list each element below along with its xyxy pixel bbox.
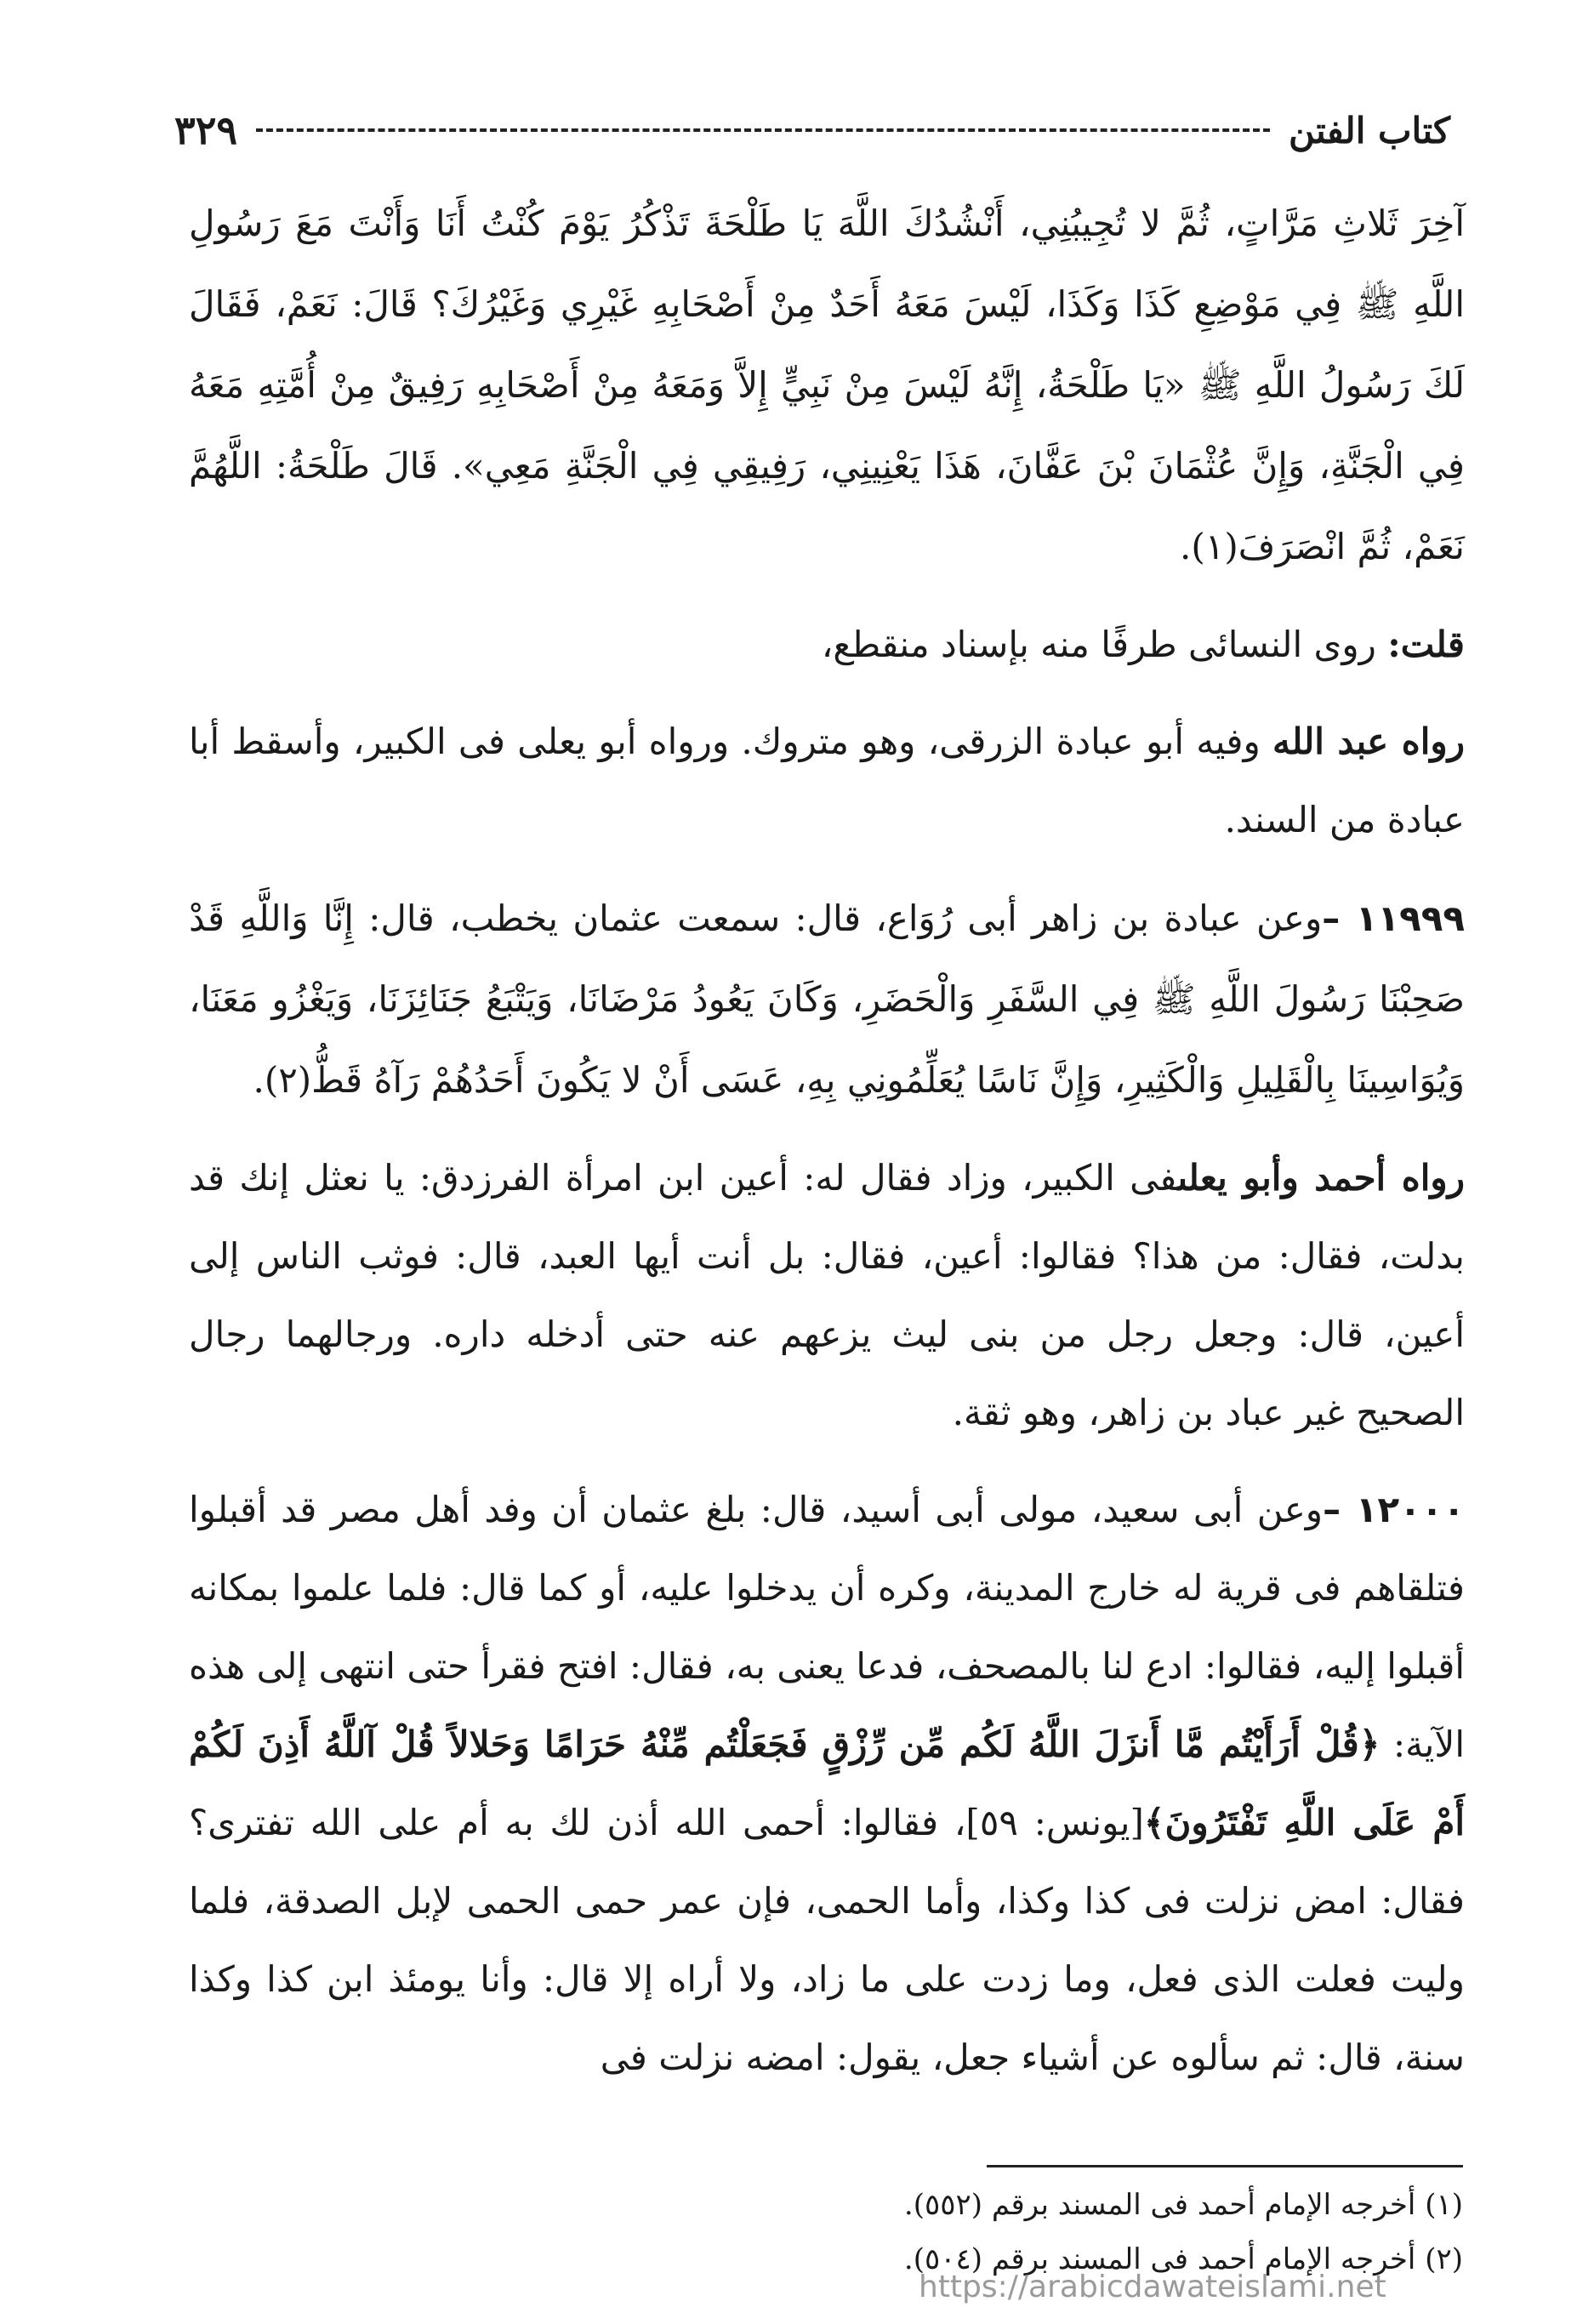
paragraph-5 — [189, 1139, 1465, 1452]
paragraph-3 — [189, 703, 1465, 859]
paragraph-hadith-11999 — [189, 878, 1465, 1120]
paragraph-lead: قلت: — [1387, 624, 1465, 665]
footnote-2: (٢) أخرجه الإمام أحمد فى المسند برقم (٥٠٤). — [903, 2242, 1463, 2276]
paragraph-text: وعن عبادة بن زاهر أبى رُوَاع، قال: سمعت عثمان يخطب، قال: إِنَّا وَاللَّهِ قَدْ صَحِبْنَا رَسُولَ اللَّهِ ﷺ فِي السَّفَرِ وَالْحَضَرِ، وَكَانَ يَعُودُ مَرْضَانَا، وَيَتْبَعُ جَنَائِزَنَا، وَيَغْزُو مَعَنَا، وَيُوَاسِينَا بِالْقَلِيلِ وَالْكَثِيرِ، وَإِنَّ نَاسًا يُعَلِّمُونِي بِهِ، عَسَى أَنْ لا يَكُونَ أَحَدُهُمْ رَآهُ قَطُّ(٢). — [189, 897, 1465, 1101]
hadith-number: ١٢٠٠٠ – — [1323, 1489, 1465, 1530]
header-dashed-rule — [256, 128, 1270, 132]
paragraph-text: وعن أبى سعيد، مولى أبى أسيد، قال: بلغ عثمان أن وفد أهل مصر قد أقبلوا فتلقاهم فى قرية له خارج المدينة، وكره أن يدخلوا عليه، أو كما قال: فلما علموا بمكانه أقبلوا إليه، فقالوا: ادع لنا بالمصحف، فدعا يعنى به، فقال: افتح فقرأ حتى انتهى إلى هذه الآية: — [189, 1489, 1465, 1765]
paragraph-hadith-12000 — [189, 1471, 1465, 2097]
paragraph-lead: رواه أحمد وأبو يعلى — [1177, 1157, 1465, 1199]
running-head — [174, 100, 1450, 160]
footnote-rule — [987, 2165, 1463, 2167]
paragraph-lead: رواه عبد الله — [1272, 721, 1465, 762]
footnote-1: (١) أخرجه الإمام أحمد فى المسند برقم (٥٥٢). — [903, 2188, 1463, 2222]
paragraph-text: روى النسائى طرفًا منه بإسناد منقطع، — [821, 624, 1388, 665]
hadith-number: ١١٩٩٩ – — [1322, 897, 1465, 939]
book-title: كتاب الفتن — [1289, 109, 1450, 151]
paragraph-2 — [189, 606, 1465, 684]
quran-verse: ﴿قُلْ أَرَأَيْتُم مَّا أَنزَلَ اللَّهُ لَكُم مِّن رِّزْقٍ فَجَعَلْتُم مِّنْهُ حَرَامًا وَحَلالاً قُلْ آللَّهُ أَذِنَ لَكُمْ أَمْ عَلَى اللَّهِ تَفْتَرُونَ﴾ — [189, 1723, 1466, 1843]
paragraph-text-after: [يونس: ٥٩]، فقالوا: أحمى الله أذن لك به أم على الله تفترى؟ فقال: امض نزلت فى كذا وكذا، وأما الحمى، فإن عمر حمى الحمى لإبل الصدقة، فلما وليت فعلت الذى فعل، وما زدت على ما زاد، ولا أراه إلا قال: وأنا يومئذ ابن كذا وكذا سنة، قال: ثم سألوه عن أشياء جعل، يقول: امضه نزلت فى — [189, 1802, 1465, 2078]
page-body — [189, 183, 1465, 2116]
paragraph-text: وفيه أبو عبادة الزرقى، وهو متروك. ورواه أبو يعلى فى الكبير، وأسقط أبا عبادة من السند. — [189, 721, 1465, 840]
paragraph-text: آخِرَ ثَلاثِ مَرَّاتٍ، ثُمَّ لا تُجِيبُنِي، أَنْشُدُكَ اللَّهَ يَا طَلْحَةَ تَذْكُرُ يَوْمَ كُنْتُ أَنَا وَأَنْتَ مَعَ رَسُولِ اللَّهِ ﷺ فِي مَوْضِعِ كَذَا وَكَذَا، لَيْسَ مَعَهُ أَحَدٌ مِنْ أَصْحَابِهِ غَيْرِي وَغَيْرُكَ؟ قَالَ: نَعَمْ، فَقَالَ لَكَ رَسُولُ اللَّهِ ﷺ «يَا طَلْحَةُ، إِنَّهُ لَيْسَ مِنْ نَبِيٍّ إِلاَّ وَمَعَهُ مِنْ أَصْحَابِهِ رَفِيقٌ مِنْ أُمَّتِهِ مَعَهُ فِي الْجَنَّةِ، وَإِنَّ عُثْمَانَ بْنَ عَفَّانَ، هَذَا يَعْنِينِي، رَفِيقِي فِي الْجَنَّةِ مَعِي». قَالَ طَلْحَةُ: اللَّهُمَّ نَعَمْ، ثُمَّ انْصَرَفَ(١). — [189, 202, 1465, 567]
page-number: ٣٢٩ — [174, 107, 238, 153]
watermark-url: https://arabicdawateislami.net — [919, 2270, 1386, 2304]
paragraph-1 — [189, 183, 1465, 587]
paragraph-text: فى الكبير، وزاد فقال له: أعين ابن امرأة الفرزدق: يا نعثل إنك قد بدلت، فقال: من هذا؟ فقالوا: أعين، فقال: بل أنت أيها العبد، قال: فوثب الناس إلى أعين، قال: وجعل رجل من بنى ليث يزعهم عنه حتى أدخله داره. ورجالهما رجال الصحيح غير عباد بن زاهر، وهو ثقة. — [189, 1157, 1465, 1433]
